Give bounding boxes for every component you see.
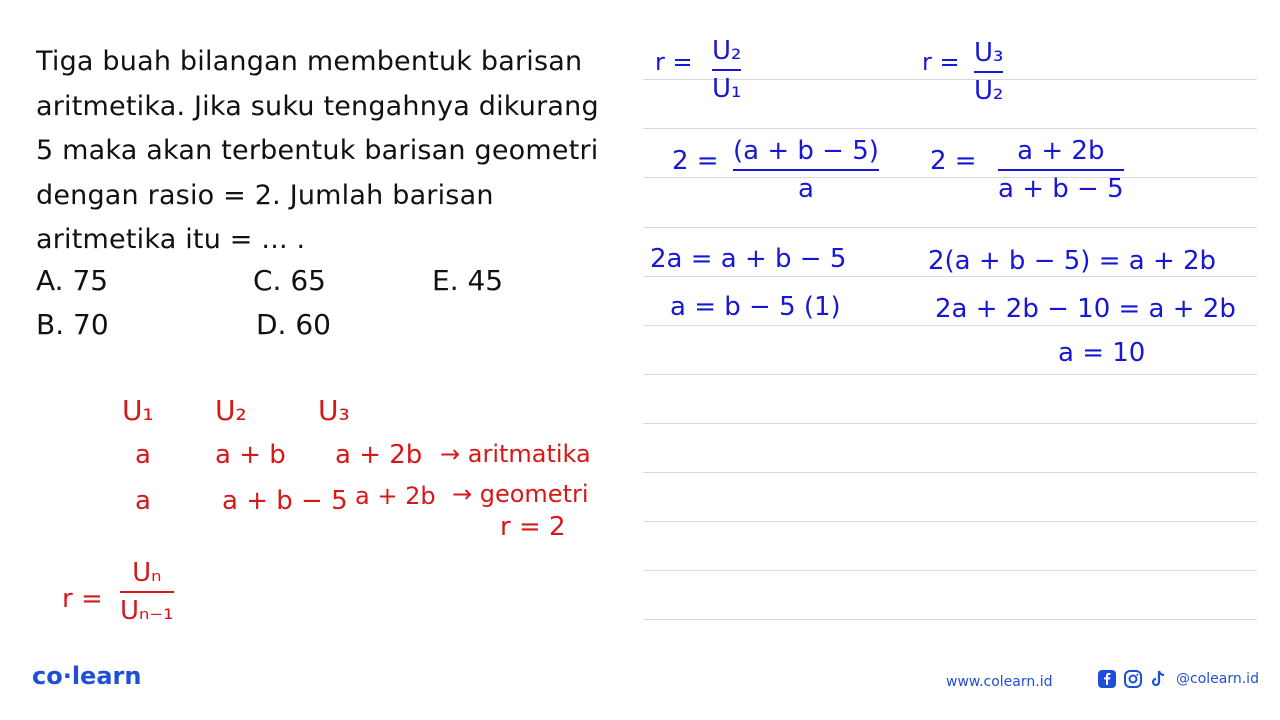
eq9: a = 10 (1058, 338, 1146, 368)
eq4-fraction (998, 136, 1124, 204)
eq4-lhs: 2 = (930, 146, 977, 176)
rule-line (643, 570, 1257, 571)
website-link[interactable]: www.colearn.id (946, 674, 1053, 690)
rule-line (643, 619, 1257, 620)
question-line-4: dengan rasio = 2. Jumlah barisan (36, 179, 494, 211)
eq8: 2a + 2b − 10 = a + 2b (935, 294, 1236, 324)
formula-lhs: r = (62, 584, 103, 614)
formula-denominator: Uₙ₋₁ (120, 596, 174, 626)
eq1-lhs: r = (655, 48, 693, 76)
header-u1: U₁ (122, 394, 154, 427)
social-bar (1098, 670, 1259, 688)
rule-line (643, 374, 1257, 375)
eq3-denominator: a (797, 174, 814, 204)
rule-line (643, 325, 1257, 326)
eq2-lhs: r = (922, 48, 960, 76)
row1-u1: a (135, 440, 151, 470)
eq4-numerator: a + 2b (1017, 136, 1105, 166)
option-b: B. 70 (36, 308, 109, 341)
eq2-fraction (974, 38, 1003, 106)
row2-u1: a (135, 486, 151, 516)
social-handle[interactable]: @colearn.id (1176, 671, 1259, 687)
rule-line (643, 521, 1257, 522)
question-line-5: aritmetika itu = ... . (36, 224, 306, 255)
row2-label: → geometri (452, 480, 589, 508)
fraction-bar (120, 591, 174, 593)
eq3-numerator: (a + b − 5) (733, 136, 879, 166)
option-e: E. 45 (432, 264, 504, 297)
ratio-note: r = 2 (500, 512, 566, 542)
row1-label: → aritmatika (440, 440, 591, 468)
row2-u2: a + b − 5 (222, 486, 348, 516)
question-line-1: Tiga buah bilangan membentuk barisan (36, 46, 583, 77)
rule-line (643, 227, 1257, 228)
header-u2: U₂ (215, 394, 247, 427)
facebook-icon[interactable] (1098, 670, 1116, 688)
question-text (36, 40, 636, 263)
rule-line (643, 472, 1257, 473)
eq4-denominator: a + b − 5 (998, 174, 1124, 204)
formula-numerator: Uₙ (132, 558, 162, 588)
fraction-bar (733, 169, 879, 171)
eq1-numerator: U₂ (712, 36, 742, 66)
option-c: C. 65 (253, 264, 326, 297)
row1-u2: a + b (215, 440, 286, 470)
row2-u3: a + 2b (355, 482, 436, 510)
rule-line (643, 423, 1257, 424)
fraction-bar (974, 71, 1003, 73)
eq5: 2a = a + b − 5 (650, 244, 847, 274)
row1-u3: a + 2b (335, 440, 423, 470)
eq3-fraction (733, 136, 879, 204)
colearn-logo: co·learn (32, 662, 142, 690)
eq7: 2(a + b − 5) = a + 2b (928, 246, 1217, 276)
question-line-3: 5 maka akan terbentuk barisan geometri (36, 135, 599, 166)
rule-line (643, 128, 1257, 129)
eq6: a = b − 5 (1) (670, 292, 841, 322)
rule-line (643, 276, 1257, 277)
eq2-denominator: U₂ (974, 76, 1004, 106)
eq2-numerator: U₃ (974, 38, 1004, 68)
formula-fraction (120, 558, 174, 626)
option-a: A. 75 (36, 264, 109, 297)
fraction-bar (712, 69, 741, 71)
fraction-bar (998, 169, 1124, 171)
tiktok-icon[interactable] (1150, 670, 1166, 688)
eq1-fraction (712, 36, 741, 104)
header-u3: U₃ (318, 394, 350, 427)
instagram-icon[interactable] (1124, 670, 1142, 688)
eq3-lhs: 2 = (672, 146, 719, 176)
option-d: D. 60 (256, 308, 331, 341)
eq1-denominator: U₁ (712, 74, 742, 104)
question-line-2: aritmetika. Jika suku tengahnya dikurang (36, 90, 599, 122)
